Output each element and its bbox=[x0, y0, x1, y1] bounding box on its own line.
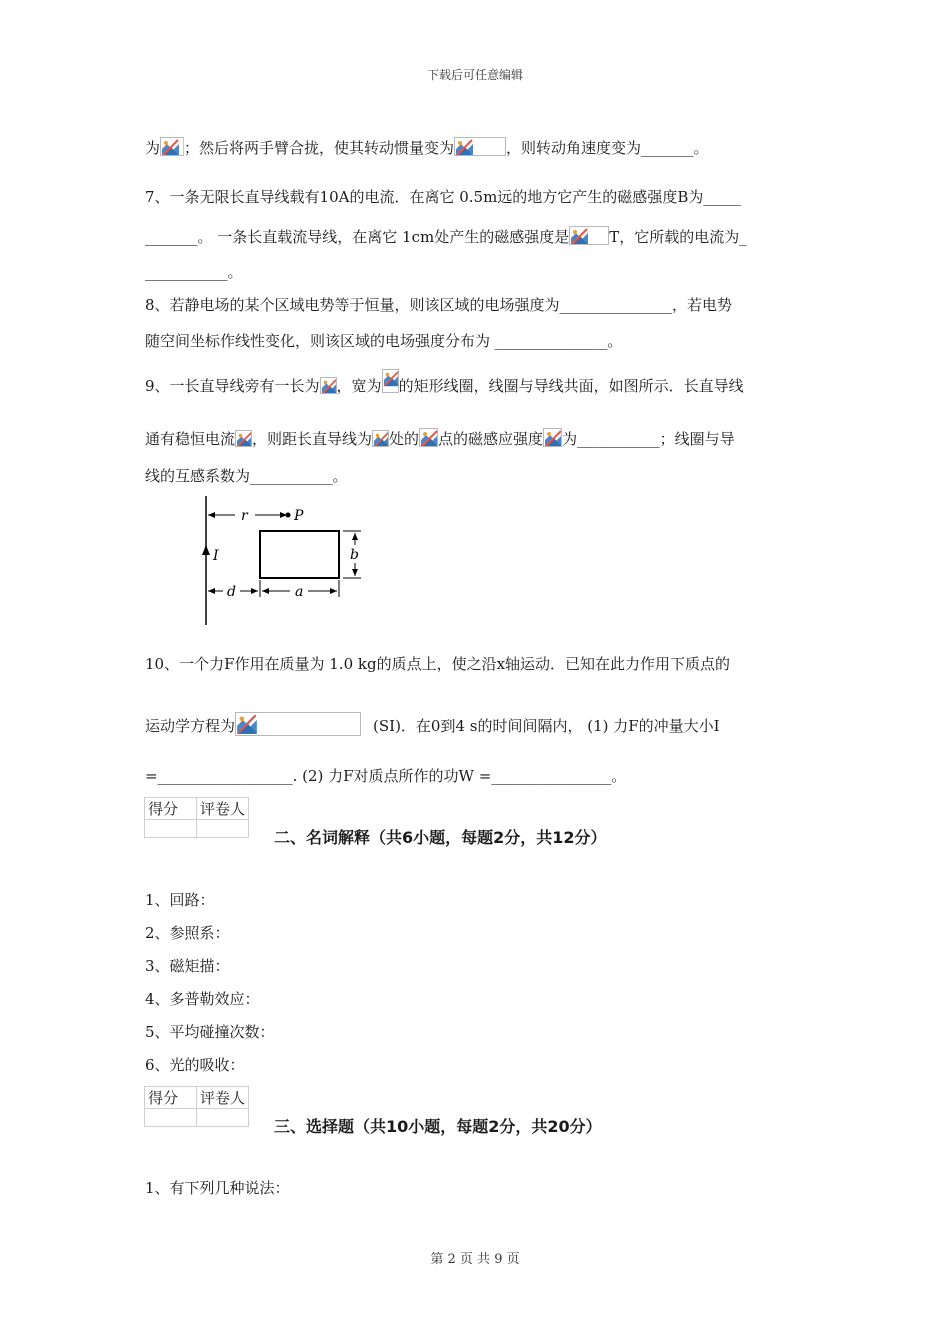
label-b: b bbox=[350, 547, 359, 563]
list-item: 1、有下列几种说法： bbox=[145, 1179, 290, 1197]
question-7-line-3: ___________。 bbox=[145, 263, 243, 281]
question-10-line-3: =__________________. (2) 力F对质点所作的功W =________________。 bbox=[145, 767, 627, 785]
text-fragment: 处的 bbox=[389, 430, 420, 448]
broken-image-icon bbox=[454, 137, 506, 156]
score-header: 得分 bbox=[145, 798, 197, 820]
question-8-line-1: 8、若静电场的某个区域电势等于恒量，则该区域的电场强度为_______________，若电势 bbox=[145, 296, 733, 314]
text-fragment: ，宽为 bbox=[336, 377, 382, 395]
text-fragment: 为___________；线圈与导 bbox=[562, 430, 735, 448]
text-fragment: 的矩形线圈，线圈与导线共面，如图所示．长直导线 bbox=[398, 377, 744, 395]
page-header: 下载后可任意编辑 bbox=[426, 68, 523, 82]
section-title: 二、名词解释（共6小题，每题2分，共12分） bbox=[274, 828, 607, 847]
grader-cell[interactable] bbox=[197, 1109, 249, 1127]
grader-header: 评卷人 bbox=[197, 798, 249, 820]
text-fragment: _______。 一条长直载流导线，在离它 1cm处产生的磁感强度是 bbox=[145, 228, 570, 246]
list-item: 5、平均碰撞次数： bbox=[145, 1023, 275, 1041]
broken-image-icon bbox=[320, 377, 337, 394]
question-9-line-2 bbox=[145, 428, 735, 449]
label-I: I bbox=[213, 548, 219, 564]
broken-image-icon bbox=[235, 430, 252, 447]
question-9-line-3: 线的互感系数为___________。 bbox=[145, 467, 348, 485]
broken-image-icon bbox=[382, 369, 399, 393]
broken-image-icon bbox=[372, 430, 389, 447]
grader-header: 评卷人 bbox=[197, 1087, 249, 1109]
score-cell[interactable] bbox=[145, 820, 197, 838]
label-P: P bbox=[294, 508, 304, 524]
text-fragment: ，则距长直导线为 bbox=[252, 430, 373, 448]
text-fragment: 通有稳恒电流 bbox=[145, 430, 236, 448]
label-a: a bbox=[295, 584, 304, 600]
text-fragment: ，则转动角速度变为_______。 bbox=[506, 139, 709, 157]
question-10-line-2 bbox=[145, 712, 720, 736]
wire-loop-diagram bbox=[195, 493, 375, 627]
text-line bbox=[145, 137, 709, 158]
text-fragment: 为 bbox=[145, 139, 161, 157]
broken-image-icon bbox=[235, 712, 361, 736]
list-item: 4、多普勒效应： bbox=[145, 990, 260, 1008]
broken-image-icon bbox=[569, 226, 609, 245]
label-d: d bbox=[227, 584, 236, 600]
text-fragment: 点的磁感应强度 bbox=[438, 430, 544, 448]
list-item: 1、回路： bbox=[145, 891, 215, 909]
list-item: 6、光的吸收： bbox=[145, 1056, 245, 1074]
page-footer: 第 2 页 共 9 页 bbox=[430, 1252, 520, 1267]
question-9-line-1 bbox=[145, 369, 744, 396]
text-fragment: 运动学方程为 bbox=[145, 717, 236, 735]
score-table bbox=[144, 797, 249, 838]
score-table bbox=[144, 1086, 249, 1127]
text-fragment: 9、一长直导线旁有一长为 bbox=[145, 377, 320, 395]
broken-image-icon bbox=[543, 428, 562, 447]
score-header: 得分 bbox=[145, 1087, 197, 1109]
broken-image-icon bbox=[419, 428, 438, 447]
section-title: 三、选择题（共10小题，每题2分，共20分） bbox=[274, 1117, 602, 1136]
broken-image-icon bbox=[160, 137, 184, 156]
list-item: 2、参照系： bbox=[145, 924, 230, 942]
question-8-line-2: 随空间坐标作线性变化，则该区域的电场强度分布为 _______________。 bbox=[145, 332, 623, 350]
grader-cell[interactable] bbox=[197, 820, 249, 838]
list-item: 3、磁矩描： bbox=[145, 957, 230, 975]
score-cell[interactable] bbox=[145, 1109, 197, 1127]
text-fragment: ；然后将两手臂合拢，使其转动惯量变为 bbox=[184, 139, 455, 157]
question-7-line-1: 7、一条无限长直导线载有10A的电流．在离它 0.5m远的地方它产生的磁感强度B为_____ bbox=[145, 188, 741, 206]
question-7-line-2 bbox=[145, 226, 747, 247]
question-10-line-1: 10、一个力F作用在质量为 1.0 kg的质点上，使之沿x轴运动．已知在此力作用下质点的 bbox=[145, 655, 731, 673]
text-fragment: T，它所载的电流为_ bbox=[609, 228, 747, 246]
label-r: r bbox=[241, 508, 248, 524]
text-fragment: (SI)．在0到4 s的时间间隔内， (1) 力F的冲量大小I bbox=[373, 717, 720, 735]
